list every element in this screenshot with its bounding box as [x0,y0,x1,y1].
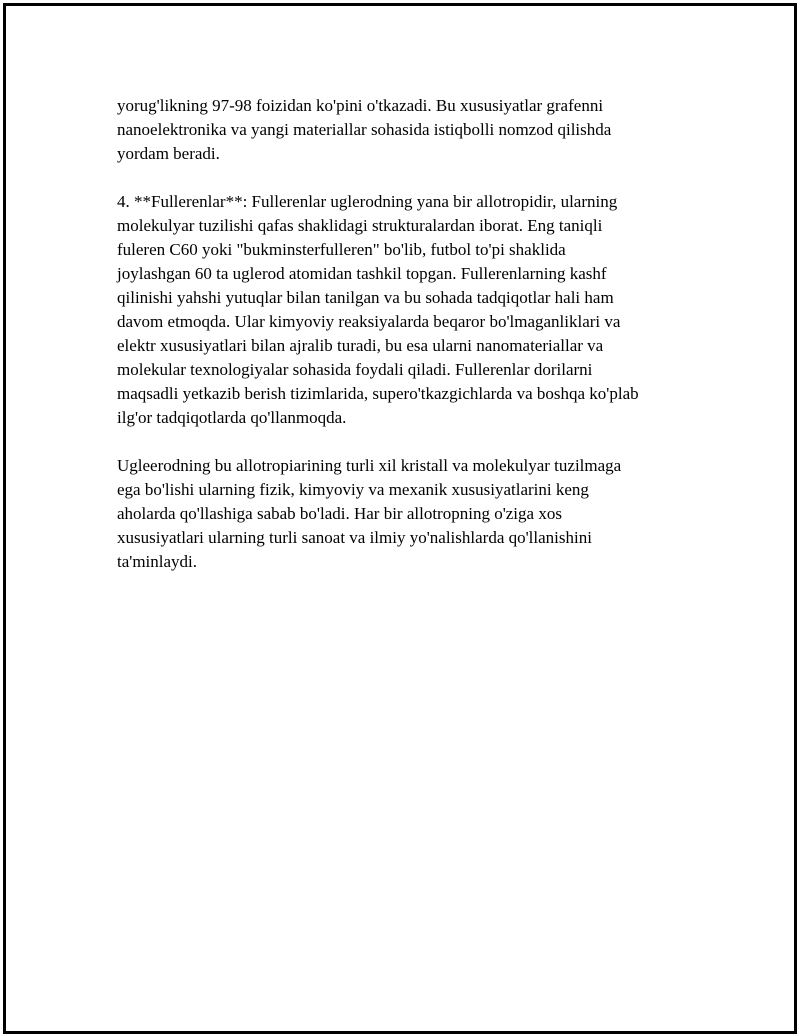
text-line: aholarda qo'llashiga sabab bo'ladi. Har bir allotropning o'ziga xos [117,504,562,523]
text-line: Ugleerodning bu allotropiarining turli xil kristall va molekulyar tuzilmaga [117,456,622,475]
text-line: ega bo'lishi ularning fizik, kimyoviy va mexanik xususiyatlarini keng [117,480,589,499]
paragraph-fullerenlar [117,190,697,430]
text-line: 4. **Fullerenlar**: Fullerenlar uglerodning yana bir allotropidir, ularning [117,192,618,211]
text-line: ta'minlaydi. [117,552,198,571]
paragraph-summary [117,454,697,574]
text-line: ilg'or tadqiqotlarda qo'llanmoqda. [117,408,347,427]
text-line: molekular texnologiyalar sohasida foydali qiladi. Fullerenlar dorilarni [117,360,593,379]
text-line: yorug'likning 97-98 foizidan ko'pini o'tkazadi. Bu xususiyatlar grafenni [117,96,604,115]
text-line: xususiyatlari ularning turli sanoat va ilmiy yo'nalishlarda qo'llanishini [117,528,592,547]
text-line: joylashgan 60 ta uglerod atomidan tashkil topgan. Fullerenlarning kashf [117,264,607,283]
text-line: elektr xususiyatlari bilan ajralib turadi, bu esa ularni nanomateriallar va [117,336,604,355]
text-line: yordam beradi. [117,144,220,163]
text-line: molekulyar tuzilishi qafas shaklidagi strukturalardan iborat. Eng taniqli [117,216,603,235]
text-line: davom etmoqda. Ular kimyoviy reaksiyalarda beqaror bo'lmaganliklari va [117,312,621,331]
paragraph-grafen-properties [117,94,697,166]
document-body [117,94,697,598]
text-line: fuleren C60 yoki "bukminsterfulleren" bo'lib, futbol to'pi shaklida [117,240,566,259]
text-line: maqsadli yetkazib berish tizimlarida, supero'tkazgichlarda va boshqa ko'plab [117,384,639,403]
text-line: qilinishi yahshi yutuqlar bilan tanilgan va bu sohada tadqiqotlar hali ham [117,288,614,307]
text-line: nanoelektronika va yangi materiallar sohasida istiqbolli nomzod qilishda [117,120,612,139]
